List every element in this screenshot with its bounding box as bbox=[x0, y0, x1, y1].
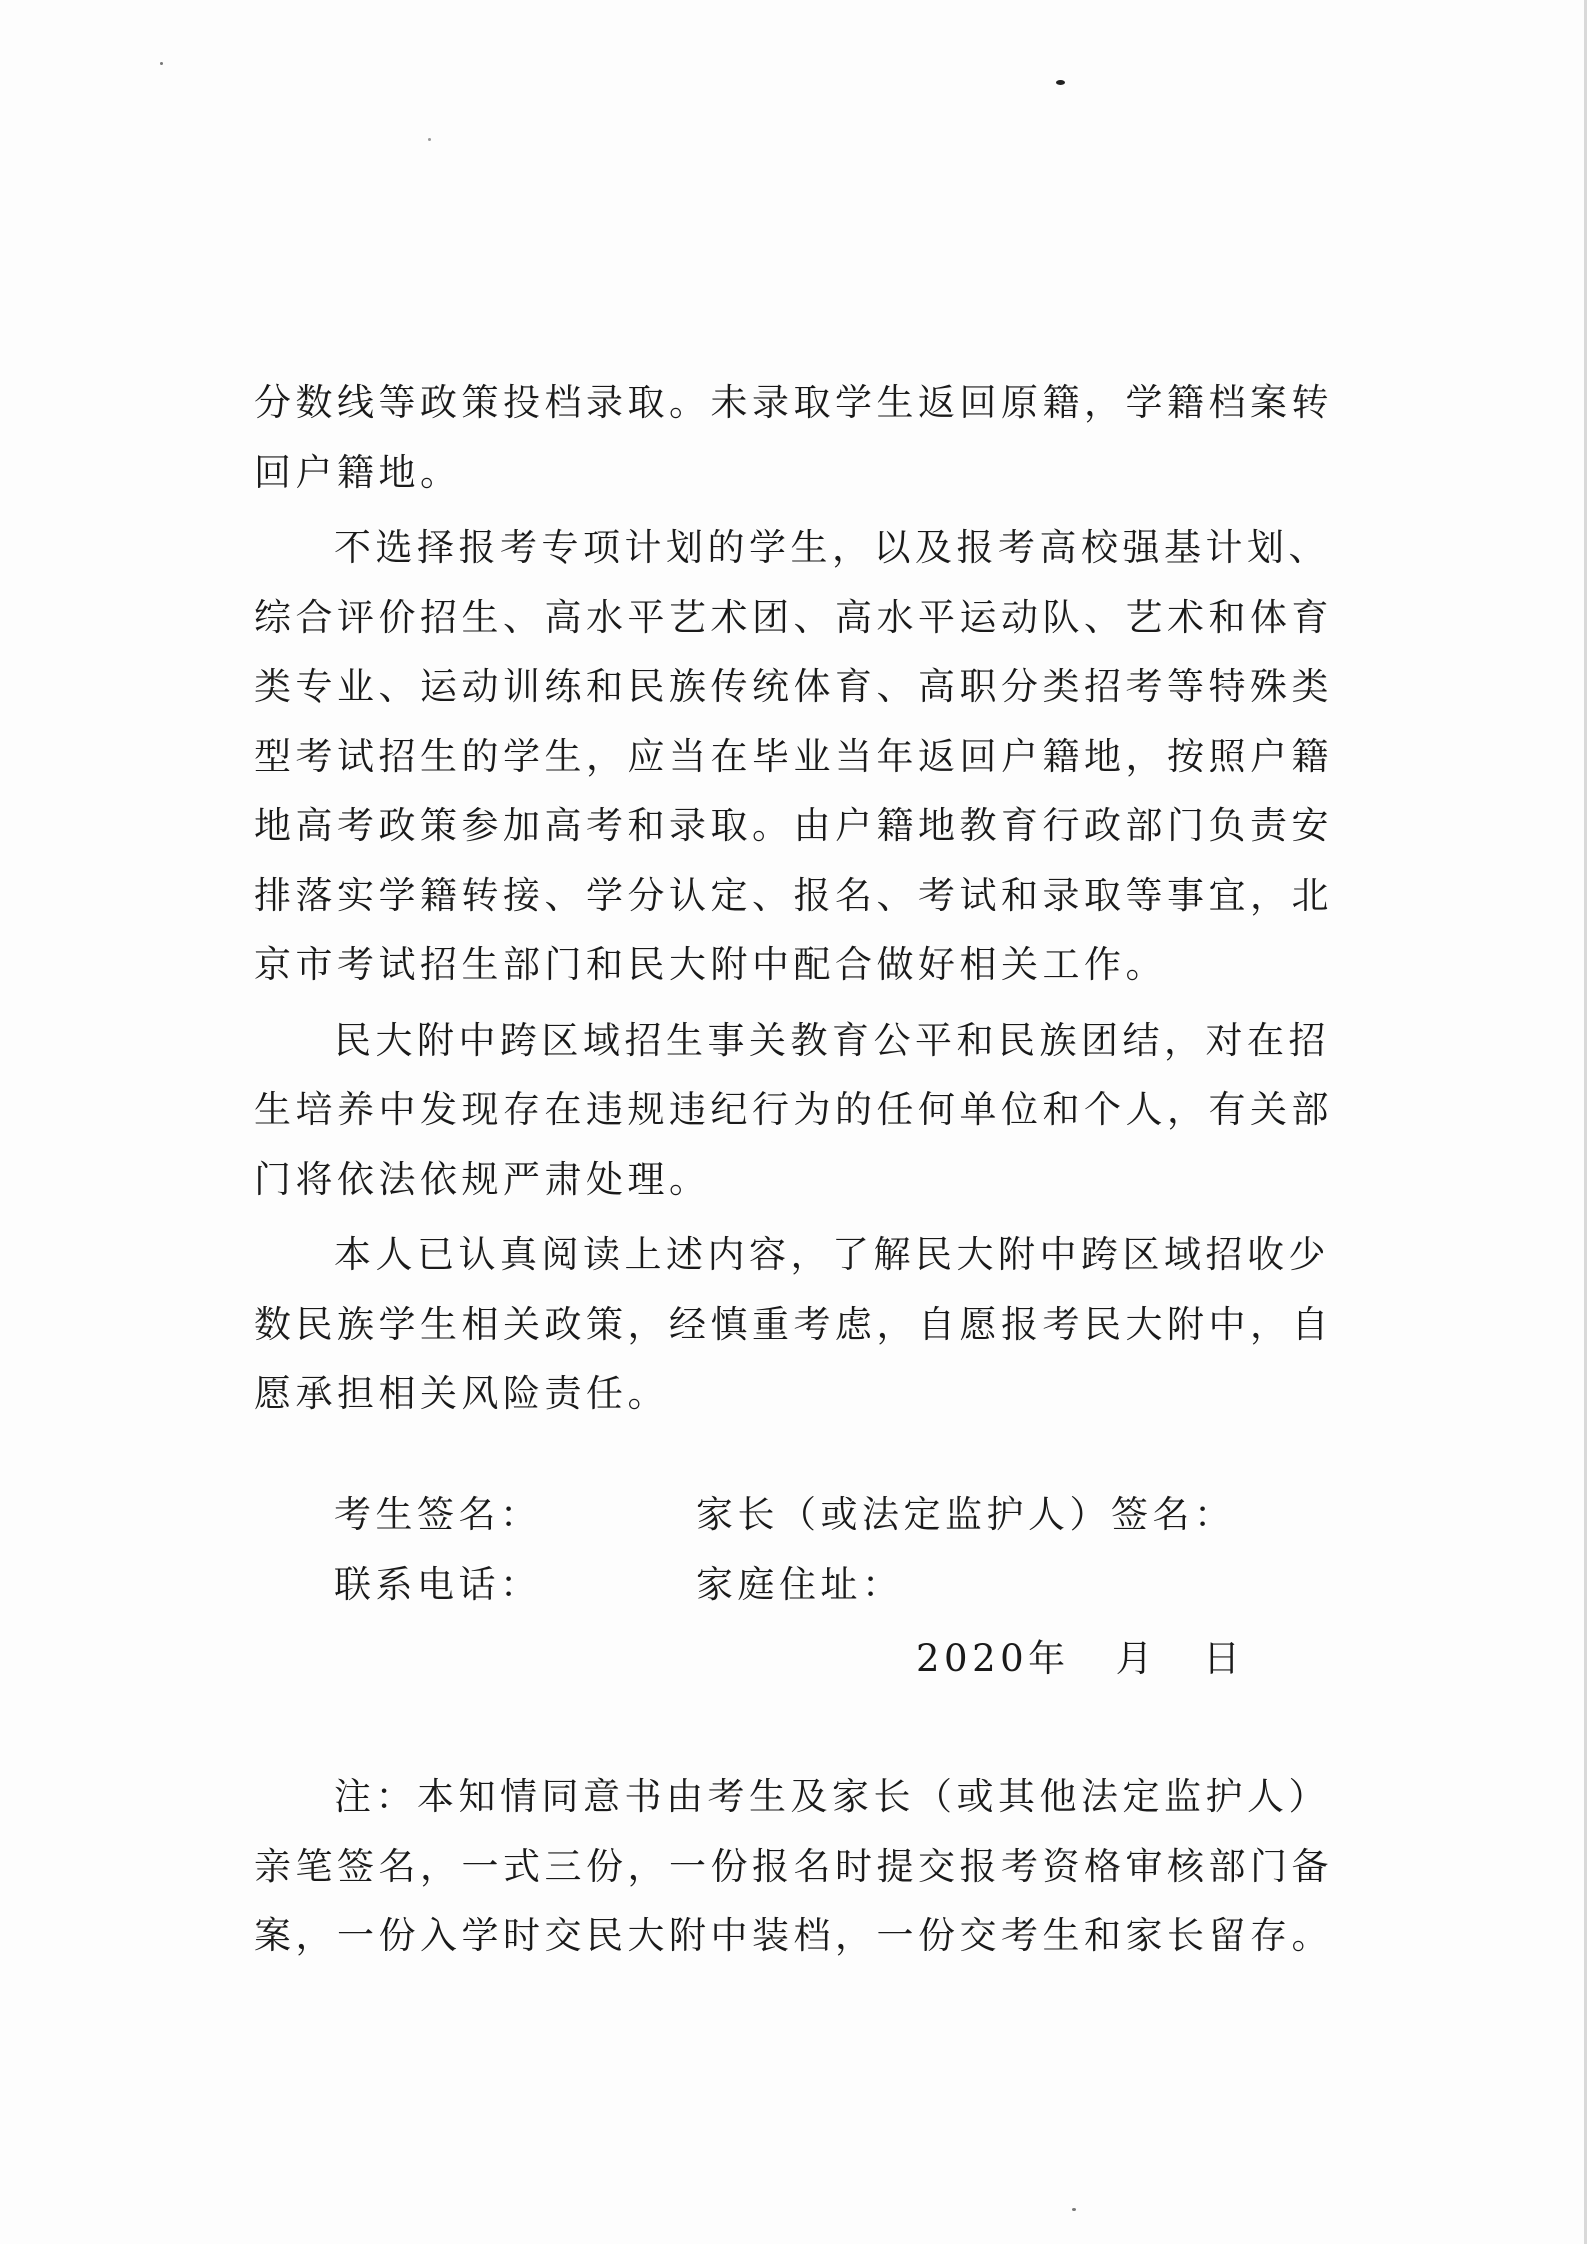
scan-speck bbox=[428, 138, 431, 141]
paragraph-continuation: 分数线等政策投档录取。未录取学生返回原籍，学籍档案转回户籍地。 bbox=[254, 381, 1333, 494]
note-section bbox=[254, 1762, 1364, 1971]
address-label: 家庭住址： bbox=[696, 1563, 904, 1606]
paragraph-declaration: 本人已认真阅读上述内容，了解民大附中跨区域招收少数民族学生相关政策，经慎重考虑，自愿报考民大附中，自愿承担相关风险责任。 bbox=[254, 1233, 1333, 1415]
scan-speck bbox=[160, 62, 163, 65]
scan-speck bbox=[1072, 2208, 1076, 2211]
note-text: 注：本知情同意书由考生及家长（或其他法定监护人）亲笔签名，一式三份，一份报名时提交报考资格审核部门备案，一份入学时交民大附中装档，一份交考生和家长留存。 bbox=[254, 1775, 1333, 1957]
date-year-unit: 年 bbox=[1028, 1637, 1070, 1680]
date-day-unit: 日 bbox=[1203, 1637, 1245, 1680]
date-line bbox=[916, 1628, 1245, 1682]
contact-row bbox=[334, 1554, 1334, 1624]
phone-label: 联系电话： bbox=[334, 1563, 542, 1606]
student-signature-label: 考生签名： bbox=[334, 1493, 542, 1536]
paragraph-fairness: 民大附中跨区域招生事关教育公平和民族团结，对在招生培养中发现存在违规违纪行为的任何单位和个人，有关部门将依法依规严肃处理。 bbox=[254, 1018, 1333, 1201]
date-year: 2020 bbox=[916, 1637, 1029, 1680]
signature-row bbox=[334, 1484, 1334, 1554]
date-month-unit: 月 bbox=[1115, 1637, 1158, 1680]
paragraph-special-plans: 不选择报考专项计划的学生，以及报考高校强基计划、综合评价招生、高水平艺术团、高水平运动队、艺术和体育类专业、运动训练和民族传统体育、高职分类招考等特殊类型考试招生的学生，应当在毕业当年返回户籍地，按照户籍地高考政策参加高考和录取。由户籍地教育行政部门负责安排落实学籍转接、学分认定、报名、考试和录取等事宜，北京市考试招生部门和民大附中配合做好相关工作。 bbox=[254, 526, 1333, 986]
scan-speck bbox=[1056, 80, 1065, 85]
signature-block bbox=[334, 1484, 1334, 1624]
parent-signature-label: 家长（或法定监护人）签名： bbox=[696, 1493, 1236, 1536]
body-text bbox=[254, 368, 1364, 1429]
